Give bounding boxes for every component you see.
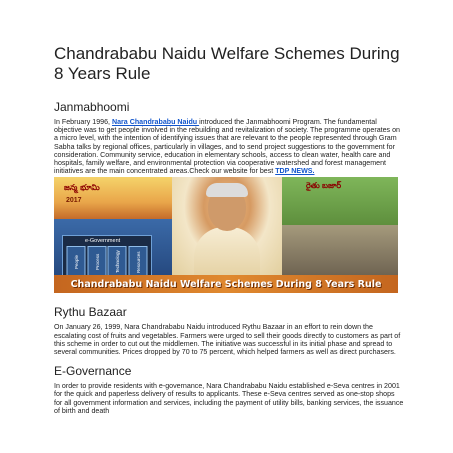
janmabhoomi-text-start: In February 1996, [54,118,112,126]
egov-pillar-process: Process [88,246,107,278]
portrait-shirt [194,227,260,275]
section-heading-rythu-bazaar: Rythu Bazaar [54,305,127,320]
egov-pillar-resources: Resources [129,246,148,278]
market-photo [282,225,398,275]
document-content [54,44,404,415]
banner-image [54,177,398,293]
section-heading-janmabhoomi: Janmabhoomi [54,100,130,114]
banner-caption: Chandrababu Naidu Welfare Schemes During 8 Years Rule [70,278,382,290]
naidu-portrait [172,177,282,275]
egov-label: e-Government [85,238,121,245]
egov-pillar-technology: Technology [108,246,127,278]
rythu-bazaar-poster [282,177,398,225]
section-heading-e-governance: E-Governance [54,364,132,379]
janmabhoomi-logo-text: జన్మ భూమి [64,183,100,193]
page-title: Chandrababu Naidu Welfare Schemes During 8 Years Rule [54,44,400,83]
section-body-rythu-bazaar: On January 26, 1999, Nara Chandrababu Naidu introduced Rythu Bazaar in an effort to rein down the escalating cost of fruits and vegetables. Farmers were urged to sell their goods directly to customers as part of this scheme in order to cut out the middlemen. The initiative was successful in its initial phase and spread to several communities. Prices dropped by 70 to 75 percent, which helped farmers as well as direct purchasers. [54,323,401,357]
banner-caption-strip [54,275,398,293]
janmabhoomi-poster [54,177,172,219]
section-body-e-governance: In order to provide residents with e-governance, Nara Chandrababu Naidu established e-Seva centres in 2001 for the quick and paperless delivery of results to applicants. These e-Seva centres served as one-stop shops for all government information and services, including the payment of utility bills, banking services, the issuance of birth and death [54,382,404,415]
egov-pillars [67,246,147,278]
janmabhoomi-year-text: 2017 [66,197,82,205]
janmabhoomi-text-rest: introduced the Janmabhoomi Program. The fundamental objective was to get people involved in the rebuilding and revitalization of society. The programme operates on a micro level, with the intention of identifying issues that are relevant to the people represented through Gram Sabha talks by regional offices, particularly in villages, and to send project suggestions to the government for consideration. Community service, education in elementary schools, access to clean water, health care and hospitals, family welfare, and environmental protection via cooperative watershed and forest management initiatives are the main concentrated areas.Check our website for best [54,118,400,176]
portrait-hair [206,183,248,197]
egov-pillar-people: People [67,246,86,278]
rythu-bazaar-logo-text: రైతు బజార్ [306,181,342,191]
naidu-link[interactable]: Nara Chandrababu Naidu [111,118,200,126]
section-body-janmabhoomi [54,118,404,175]
tdp-news-link[interactable]: TDP NEWS. [275,167,315,176]
